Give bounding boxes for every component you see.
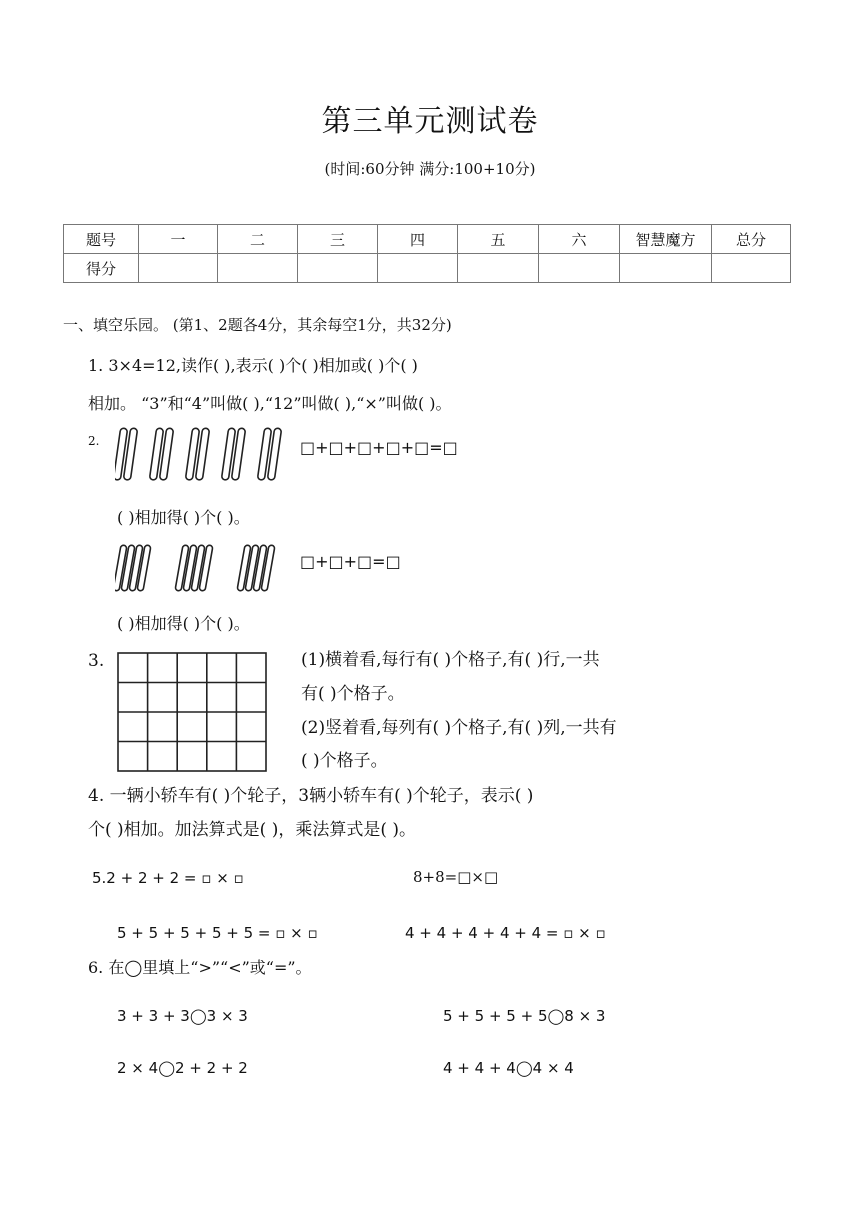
table-header-cell: 一 — [139, 225, 218, 254]
question-1-line-2: 相加。 “3”和“4”叫做( ),“12”叫做( ),“×”叫做( )。 — [88, 394, 452, 413]
question-6-comparison-c: 2 × 4◯2 + 2 + 2 — [117, 1059, 248, 1077]
question-3-line-4: ( )个格子。 — [301, 751, 388, 771]
score-cell[interactable] — [298, 254, 378, 283]
score-cell[interactable] — [458, 254, 539, 283]
score-cell[interactable] — [378, 254, 458, 283]
score-table-score-row — [64, 254, 791, 283]
question-6-comparison-a: 3 + 3 + 3◯3 × 3 — [117, 1007, 248, 1025]
question-2-equation-2: □+□+□=□ — [300, 552, 401, 571]
score-cell[interactable] — [620, 254, 712, 283]
question-5-equation-b: 8+8=□×□ — [413, 868, 499, 886]
table-row-label: 得分 — [64, 254, 139, 283]
score-table — [63, 224, 791, 283]
page-title: 第三单元测试卷 — [321, 104, 539, 139]
score-cell[interactable] — [712, 254, 791, 283]
question-3-line-3: (2)竖着看,每列有( )个格子,有( )列,一共有 — [301, 718, 617, 738]
exam-info: (时间:60分钟 满分:100+10分) — [324, 160, 536, 178]
table-header-cell: 四 — [378, 225, 458, 254]
question-1-line-1: 1. 3×4=12,读作( ),表示( )个( )相加或( )个( ) — [88, 356, 418, 375]
table-header-cell: 智慧魔方 — [620, 225, 712, 254]
stick-bundles-pairs-image — [115, 424, 295, 484]
stick-bundles-fours-image — [115, 543, 295, 595]
question-5-equation-c: 5 + 5 + 5 + 5 + 5 = ▫ × ▫ — [117, 924, 318, 942]
score-cell[interactable] — [139, 254, 218, 283]
question-6-heading: 6. 在◯里填上“>”“<”或“=”。 — [88, 958, 312, 977]
question-2-equation-1: □+□+□+□+□=□ — [300, 438, 458, 457]
question-2-number: 2. — [88, 434, 100, 448]
score-cell[interactable] — [539, 254, 620, 283]
score-cell[interactable] — [218, 254, 298, 283]
question-4-line-2: 个( )相加。加法算式是( )，乘法算式是( )。 — [88, 820, 417, 840]
question-3-line-2: 有( )个格子。 — [301, 684, 405, 704]
table-header-cell: 五 — [458, 225, 539, 254]
table-header-cell: 二 — [218, 225, 298, 254]
grid-image — [116, 651, 270, 775]
question-6-comparison-b: 5 + 5 + 5 + 5◯8 × 3 — [443, 1007, 606, 1025]
score-table-header-row — [64, 225, 791, 254]
question-4-line-1: 4. 一辆小轿车有( )个轮子，3辆小轿车有( )个轮子，表示( ) — [88, 786, 534, 806]
table-header-cell: 题号 — [64, 225, 139, 254]
question-2-blank-line-1: ( )相加得( )个( )。 — [117, 508, 250, 527]
section-heading: 一、填空乐园。 (第1、2题各4分，其余每空1分，共32分) — [63, 316, 452, 334]
table-header-cell: 三 — [298, 225, 378, 254]
question-6-comparison-d: 4 + 4 + 4◯4 × 4 — [443, 1059, 574, 1077]
question-5-equation-a: 5.2 + 2 + 2 = ▫ × ▫ — [92, 869, 244, 887]
table-header-cell: 六 — [539, 225, 620, 254]
table-header-cell: 总分 — [712, 225, 791, 254]
question-3-line-1: (1)横着看,每行有( )个格子,有( )行,一共 — [301, 650, 600, 670]
question-3-number: 3. — [88, 651, 105, 671]
question-2-blank-line-2: ( )相加得( )个( )。 — [117, 614, 250, 633]
question-5-equation-d: 4 + 4 + 4 + 4 + 4 = ▫ × ▫ — [405, 924, 606, 942]
